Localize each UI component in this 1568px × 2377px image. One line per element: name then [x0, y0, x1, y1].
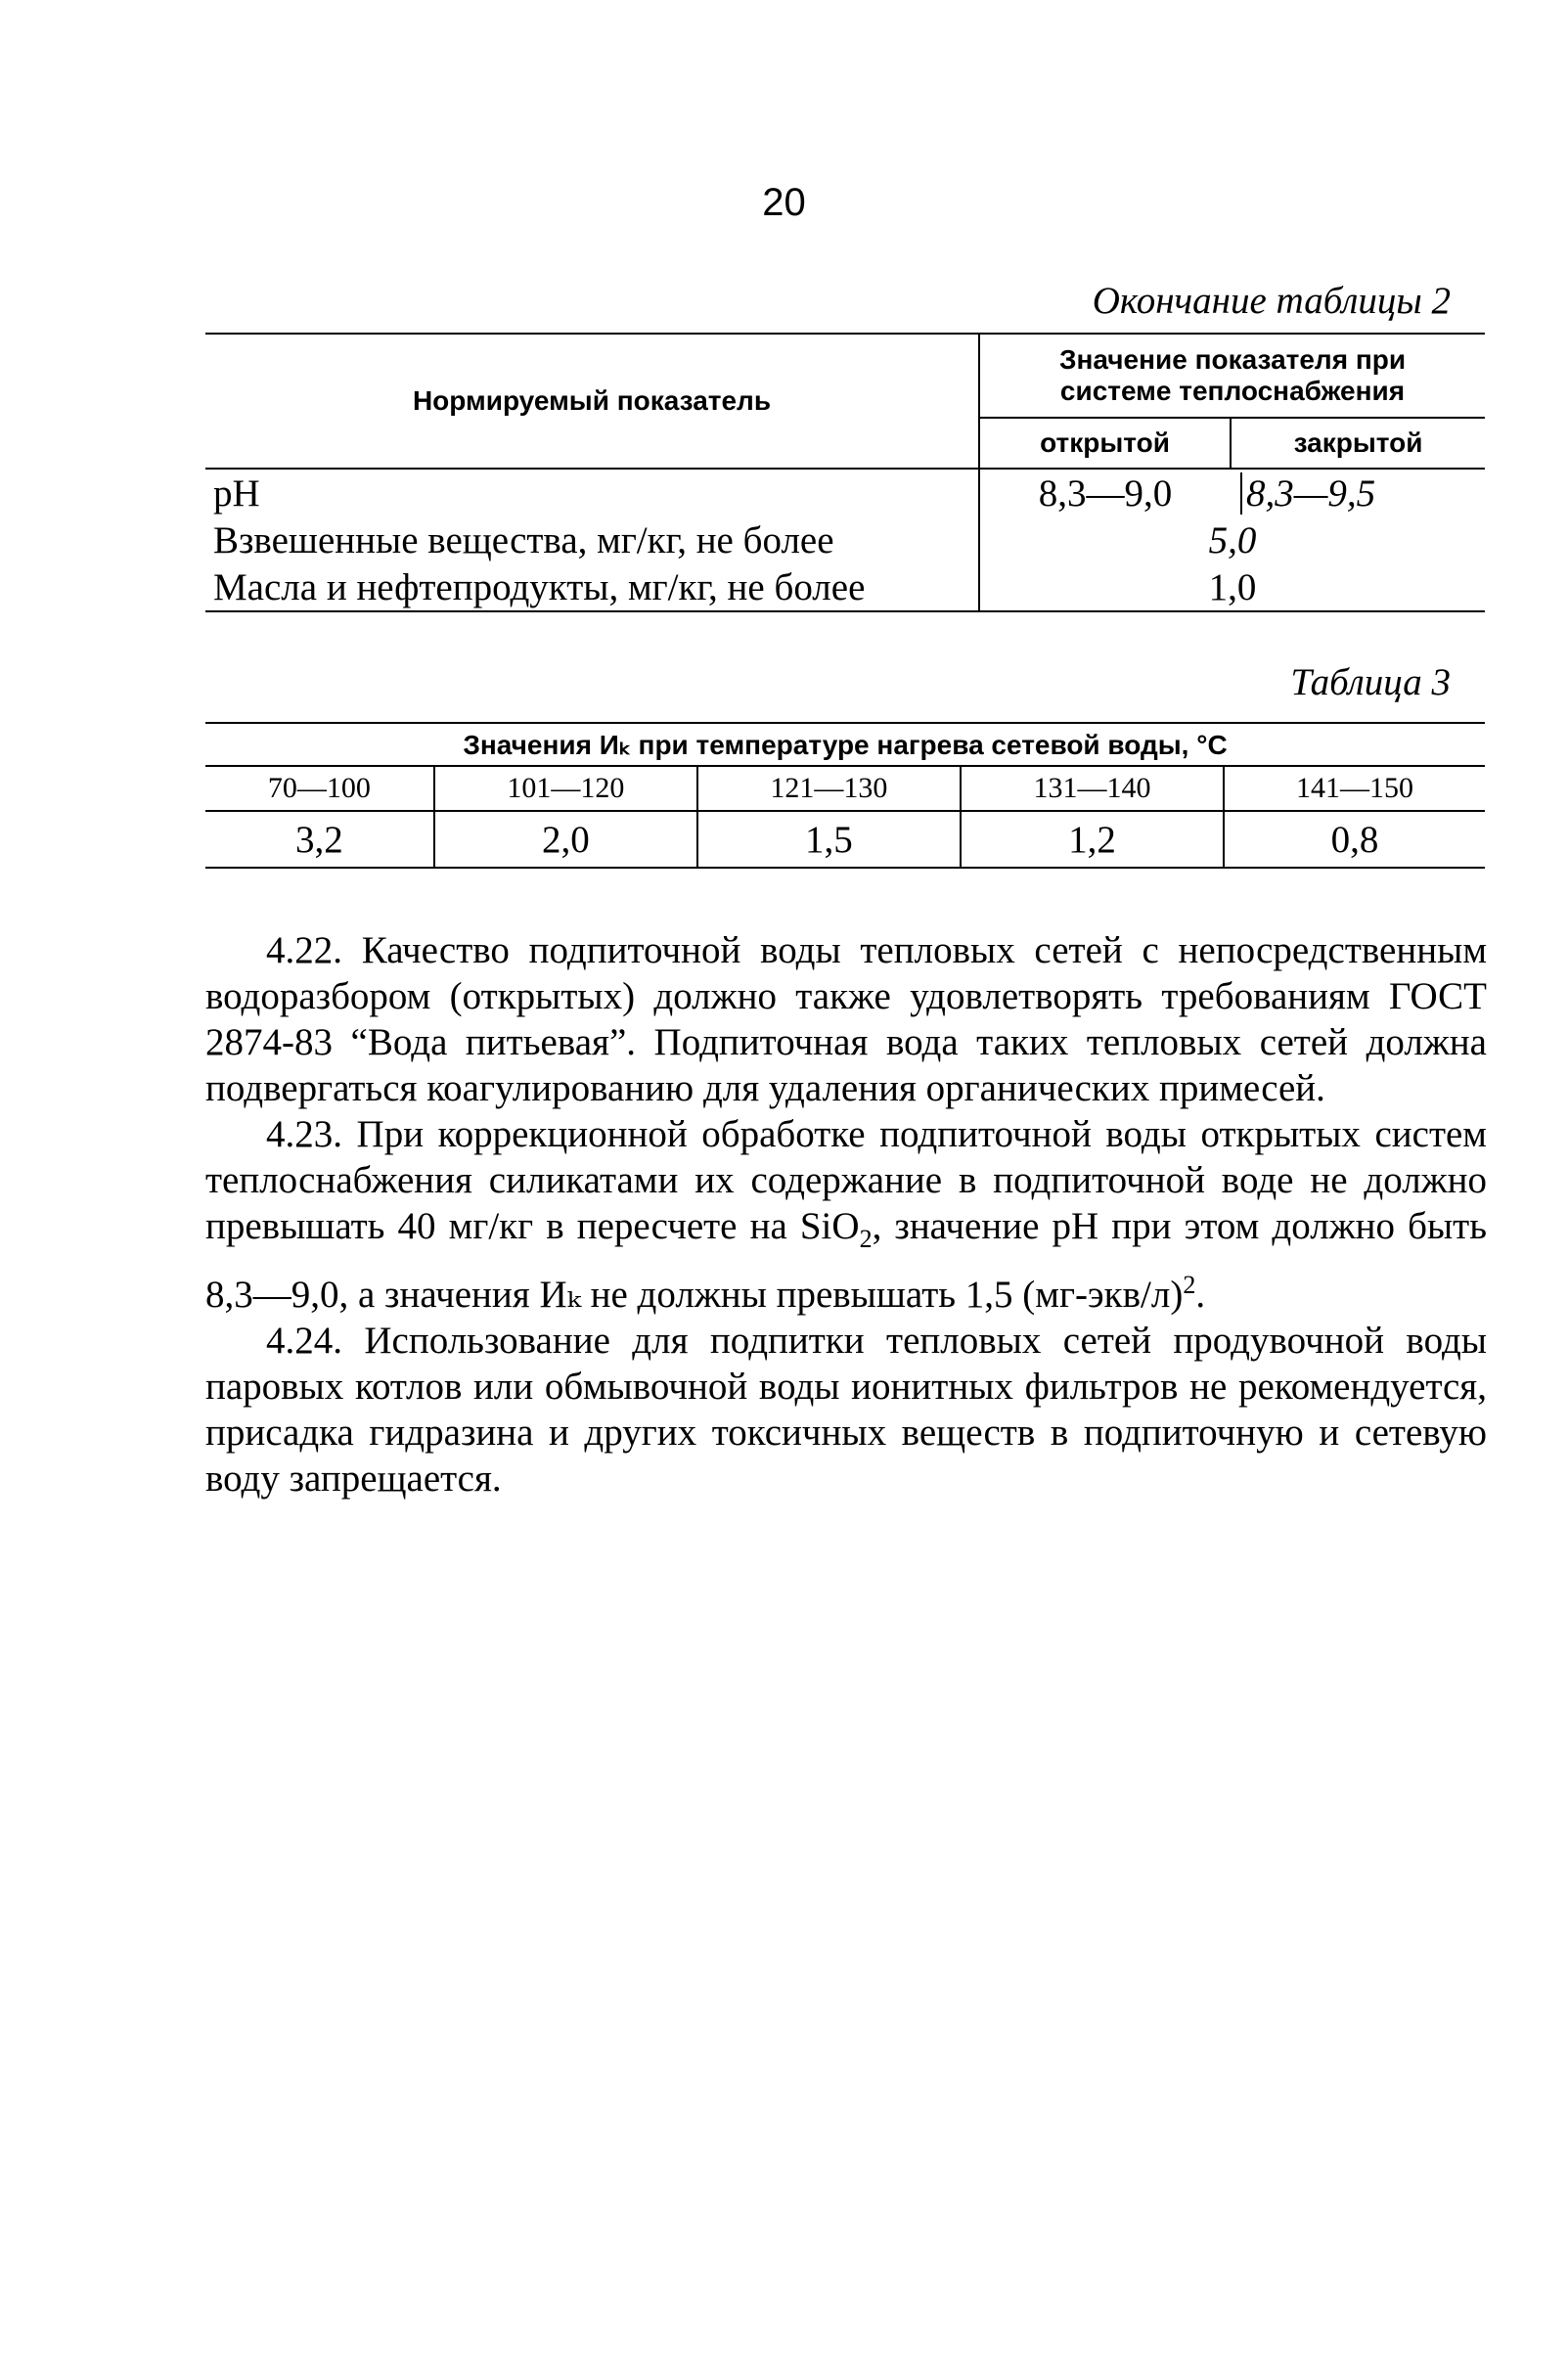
table2: [205, 333, 1485, 612]
table2-row-name: pH: [205, 469, 979, 516]
page-number: 20: [762, 181, 806, 224]
table3-range: 131—140: [961, 766, 1224, 811]
table3-value: 3,2: [205, 811, 434, 868]
table2-row-name: Масла и нефтепродукты, мг/кг, не более: [205, 563, 979, 611]
table3-value: 1,5: [697, 811, 961, 868]
paragraph-4-24: 4.24. Использование для подпитки тепловых сетей продувочной воды паровых котлов или обмывочной воды ионитных фильтров не рекомендуется, присадка гидразина и других токсичных веществ в подпиточную и сетевую воду запрещается.: [205, 1319, 1487, 1500]
table3-range: 141—150: [1224, 766, 1485, 811]
table3-caption: Таблица 3: [1290, 661, 1451, 703]
table2-row-name: Взвешенные вещества, мг/кг, не более: [213, 518, 834, 561]
table3-header: Значения Иₖ при температуре нагрева сетевой воды, °С: [463, 729, 1228, 760]
table2-row-closed: 8,3—9,5: [1231, 469, 1485, 516]
table3: [205, 722, 1485, 869]
table3-value: 1,2: [961, 811, 1224, 868]
paragraph-4-22: 4.22. Качество подпиточной воды тепловых сетей с непосредственным водоразбором (открытых) должно также удовлетворять требованиям ГОСТ 2874-83 “Вода питьевая”. Подпиточная вода таких тепловых сетей должна подвергаться коагулированию для удаления органических примесей.: [205, 929, 1487, 1109]
table3-range: 70—100: [205, 766, 434, 811]
table3-range: 101—120: [434, 766, 697, 811]
table2-col-indicator: Нормируемый показатель: [205, 334, 979, 469]
table2-row-value: 1,0: [979, 563, 1485, 611]
table3-value: 0,8: [1224, 811, 1485, 868]
table2-col-value-group: Значение показателя при системе теплоснабжения: [979, 334, 1485, 418]
table2-col-open: открытой: [979, 418, 1231, 469]
paragraph-4-23: 4.23. При коррекционной обработке подпиточной воды открытых систем теплоснабжения силикатами их содержание в подпиточной воде не должно превышать 40 мг/кг в пересчете на SiO$_2$, значение pH при этом должно быть 8,3—9,0, а значения Иₖ не должны превышать 1,5 $(мг-экв/л)^2$.: [205, 1113, 1487, 1316]
table2-row-value: 5,0: [979, 516, 1485, 563]
table2-row-open: 8,3—9,0: [979, 469, 1231, 516]
table2-col-closed: закрытой: [1231, 418, 1485, 469]
body-text: [205, 927, 1487, 1502]
table2-caption: Окончание таблицы 2: [1092, 280, 1451, 322]
table3-value: 2,0: [434, 811, 697, 868]
table3-range: 121—130: [697, 766, 961, 811]
